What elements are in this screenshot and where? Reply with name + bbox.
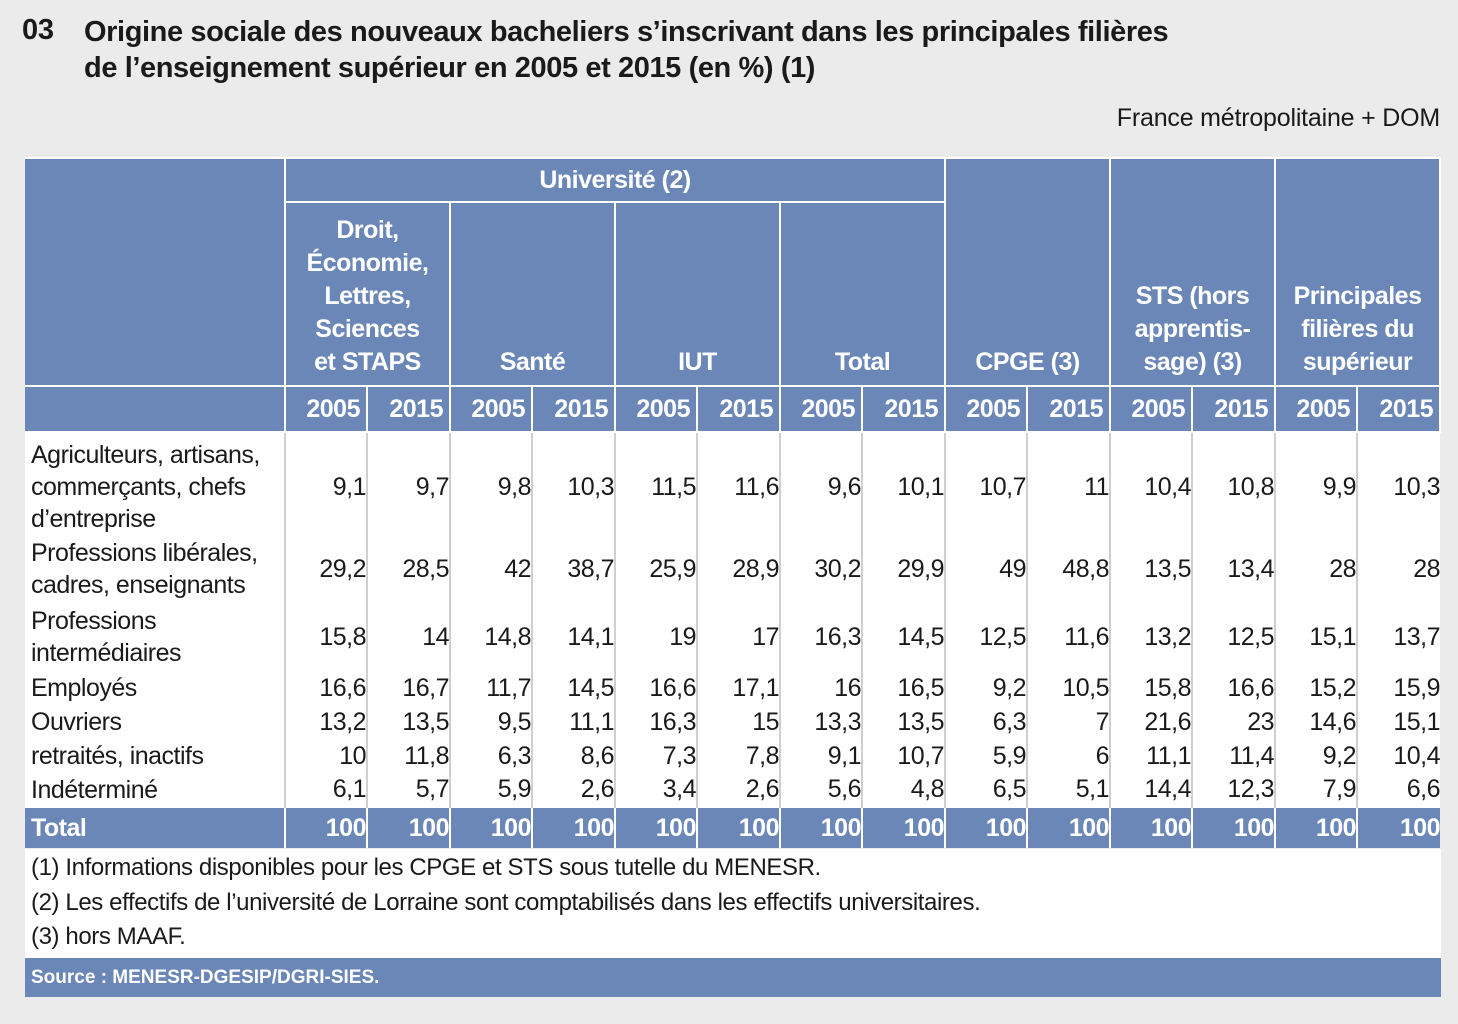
table-cell: 12,3 — [1192, 773, 1275, 807]
table-cell: 8,6 — [532, 739, 615, 773]
table-cell: 14,1 — [532, 603, 615, 671]
table-cell: 21,6 — [1110, 705, 1192, 739]
table-cell: 16,5 — [862, 671, 945, 705]
table-cell: 16,7 — [367, 671, 450, 705]
table-cell: 16,3 — [780, 603, 862, 671]
header-total-universite: Total — [780, 202, 945, 386]
table-cell: 10,4 — [1357, 739, 1440, 773]
table-cell: 11,1 — [532, 705, 615, 739]
table-cell: 9,7 — [367, 432, 450, 535]
total-cell: 100 — [1357, 807, 1440, 848]
table-cell: 2,6 — [532, 773, 615, 807]
header-corner — [25, 158, 285, 386]
row-label: Employés — [25, 671, 285, 705]
table-cell: 16 — [780, 671, 862, 705]
table-cell: 14,5 — [532, 671, 615, 705]
table-cell: 42 — [450, 535, 532, 603]
table-cell: 6,3 — [450, 739, 532, 773]
header-principales-filieres: Principales filières du supérieur — [1275, 158, 1440, 386]
table-cell: 11 — [1027, 432, 1110, 535]
year-header: 2015 — [697, 386, 780, 432]
table-cell: 9,2 — [945, 671, 1027, 705]
table-cell: 5,9 — [450, 773, 532, 807]
table-cell: 13,5 — [367, 705, 450, 739]
table-cell: 5,6 — [780, 773, 862, 807]
table-cell: 2,6 — [697, 773, 780, 807]
table-cell: 10,7 — [945, 432, 1027, 535]
table-cell: 10,3 — [1357, 432, 1440, 535]
total-cell: 100 — [532, 807, 615, 848]
year-header: 2015 — [367, 386, 450, 432]
table-cell: 13,7 — [1357, 603, 1440, 671]
table-cell: 16,6 — [285, 671, 367, 705]
table-cell: 10,3 — [532, 432, 615, 535]
total-cell: 100 — [1110, 807, 1192, 848]
data-table — [25, 157, 1441, 848]
table-cell: 11,1 — [1110, 739, 1192, 773]
header-iut: IUT — [615, 202, 780, 386]
table-cell: 9,5 — [450, 705, 532, 739]
table-cell: 13,3 — [780, 705, 862, 739]
table-cell: 15,1 — [1275, 603, 1357, 671]
table-cell: 13,2 — [1110, 603, 1192, 671]
table-cell: 28,5 — [367, 535, 450, 603]
table-row — [25, 739, 1440, 773]
table-cell: 6,3 — [945, 705, 1027, 739]
table-cell: 15,9 — [1357, 671, 1440, 705]
table-cell: 5,9 — [945, 739, 1027, 773]
table-cell: 17 — [697, 603, 780, 671]
year-header: 2015 — [862, 386, 945, 432]
table-cell: 9,8 — [450, 432, 532, 535]
year-header: 2015 — [1027, 386, 1110, 432]
table-cell: 7,8 — [697, 739, 780, 773]
table-cell: 11,8 — [367, 739, 450, 773]
title-text — [84, 14, 1414, 86]
table-row — [25, 773, 1440, 807]
table-cell: 16,6 — [1192, 671, 1275, 705]
table-cell: 29,9 — [862, 535, 945, 603]
row-label: Professions intermédiaires — [25, 603, 285, 671]
table-cell: 10,7 — [862, 739, 945, 773]
table-cell: 12,5 — [1192, 603, 1275, 671]
total-cell: 100 — [780, 807, 862, 848]
total-cell: 100 — [367, 807, 450, 848]
table-cell: 10 — [285, 739, 367, 773]
table-cell: 16,6 — [615, 671, 697, 705]
total-cell: 100 — [615, 807, 697, 848]
table-cell: 11,5 — [615, 432, 697, 535]
total-cell: 100 — [945, 807, 1027, 848]
row-label: Professions libérales, cadres, enseignants — [25, 535, 285, 603]
footnotes — [25, 849, 1441, 958]
year-header: 2005 — [945, 386, 1027, 432]
total-cell: 100 — [1027, 807, 1110, 848]
year-header: 2005 — [780, 386, 862, 432]
title-line-2: de l’enseignement supérieur en 2005 et 2015 (en %) (1) — [84, 52, 816, 84]
table-cell: 15,2 — [1275, 671, 1357, 705]
table-cell: 38,7 — [532, 535, 615, 603]
table-row — [25, 603, 1440, 671]
table-row — [25, 705, 1440, 739]
table-cell: 28 — [1357, 535, 1440, 603]
table-cell: 23 — [1192, 705, 1275, 739]
table-cell: 10,4 — [1110, 432, 1192, 535]
table-cell: 10,1 — [862, 432, 945, 535]
table-cell: 9,1 — [780, 739, 862, 773]
footnote-3: (3) hors MAAF. — [31, 923, 186, 950]
table-cell: 14,6 — [1275, 705, 1357, 739]
table-cell: 14 — [367, 603, 450, 671]
total-cell: 100 — [697, 807, 780, 848]
table-cell: 11,6 — [697, 432, 780, 535]
table-cell: 7,9 — [1275, 773, 1357, 807]
table-cell: 10,5 — [1027, 671, 1110, 705]
table-cell: 4,8 — [862, 773, 945, 807]
table-cell: 14,5 — [862, 603, 945, 671]
table-cell: 9,6 — [780, 432, 862, 535]
header-year-corner — [25, 386, 285, 432]
table-cell: 49 — [945, 535, 1027, 603]
footnote-1: (1) Informations disponibles pour les CPGE et STS sous tutelle du MENESR. — [31, 854, 821, 881]
source-bar — [25, 958, 1441, 997]
row-label: Agriculteurs, artisans, commerçants, chefs d’entreprise — [25, 432, 285, 535]
table-cell: 9,9 — [1275, 432, 1357, 535]
year-header: 2015 — [532, 386, 615, 432]
table-number: 03 — [22, 14, 54, 46]
table-cell: 6,6 — [1357, 773, 1440, 807]
geographic-scope: France métropolitaine + DOM — [1116, 104, 1440, 132]
year-header: 2015 — [1357, 386, 1440, 432]
year-header: 2005 — [1275, 386, 1357, 432]
year-header: 2015 — [1192, 386, 1275, 432]
footnote-2: (2) Les effectifs de l’université de Lorraine sont comptabilisés dans les effectifs universitaires. — [31, 889, 981, 916]
header-universite: Université (2) — [285, 158, 945, 202]
table-cell: 10,8 — [1192, 432, 1275, 535]
total-cell: 100 — [285, 807, 367, 848]
table-cell: 9,1 — [285, 432, 367, 535]
table-cell: 13,2 — [285, 705, 367, 739]
table-cell: 7,3 — [615, 739, 697, 773]
table-cell: 11,7 — [450, 671, 532, 705]
header-cpge: CPGE (3) — [945, 158, 1110, 386]
table-cell: 6,1 — [285, 773, 367, 807]
table-cell: 16,3 — [615, 705, 697, 739]
year-header: 2005 — [1110, 386, 1192, 432]
table-cell: 5,1 — [1027, 773, 1110, 807]
total-cell: 100 — [862, 807, 945, 848]
table-cell: 28,9 — [697, 535, 780, 603]
table-cell: 7 — [1027, 705, 1110, 739]
table-cell: 19 — [615, 603, 697, 671]
header-sts: STS (hors apprentis- sage) (3) — [1110, 158, 1275, 386]
total-label: Total — [25, 807, 285, 848]
table-cell: 30,2 — [780, 535, 862, 603]
source-text: Source : MENESR-DGESIP/DGRI-SIES. — [31, 967, 380, 988]
table-cell: 9,2 — [1275, 739, 1357, 773]
table-cell: 12,5 — [945, 603, 1027, 671]
table-cell: 15 — [697, 705, 780, 739]
table-cell: 13,4 — [1192, 535, 1275, 603]
table-cell: 48,8 — [1027, 535, 1110, 603]
table-cell: 5,7 — [367, 773, 450, 807]
table-cell: 6,5 — [945, 773, 1027, 807]
year-header: 2005 — [615, 386, 697, 432]
title-line-1: Origine sociale des nouveaux bacheliers s’inscrivant dans les principales filières — [84, 16, 1169, 48]
table-cell: 15,8 — [1110, 671, 1192, 705]
total-cell: 100 — [1275, 807, 1357, 848]
table-cell: 15,8 — [285, 603, 367, 671]
table-cell: 13,5 — [1110, 535, 1192, 603]
table-cell: 17,1 — [697, 671, 780, 705]
table-row — [25, 535, 1440, 603]
table-cell: 14,4 — [1110, 773, 1192, 807]
total-row — [25, 807, 1440, 848]
year-header: 2005 — [285, 386, 367, 432]
total-cell: 100 — [1192, 807, 1275, 848]
total-cell: 100 — [450, 807, 532, 848]
table-cell: 11,4 — [1192, 739, 1275, 773]
row-label: Indéterminé — [25, 773, 285, 807]
table-row — [25, 671, 1440, 705]
table-cell: 3,4 — [615, 773, 697, 807]
header-sante: Santé — [450, 202, 615, 386]
header-droit-economie: Droit, Économie, Lettres, Sciences et STAPS — [285, 202, 450, 386]
year-header: 2005 — [450, 386, 532, 432]
table-cell: 15,1 — [1357, 705, 1440, 739]
table-row — [25, 432, 1440, 535]
table-cell: 14,8 — [450, 603, 532, 671]
row-label: Ouvriers — [25, 705, 285, 739]
table-cell: 6 — [1027, 739, 1110, 773]
row-label: retraités, inactifs — [25, 739, 285, 773]
table-cell: 25,9 — [615, 535, 697, 603]
table-cell: 29,2 — [285, 535, 367, 603]
table-cell: 11,6 — [1027, 603, 1110, 671]
table-cell: 28 — [1275, 535, 1357, 603]
table-cell: 13,5 — [862, 705, 945, 739]
